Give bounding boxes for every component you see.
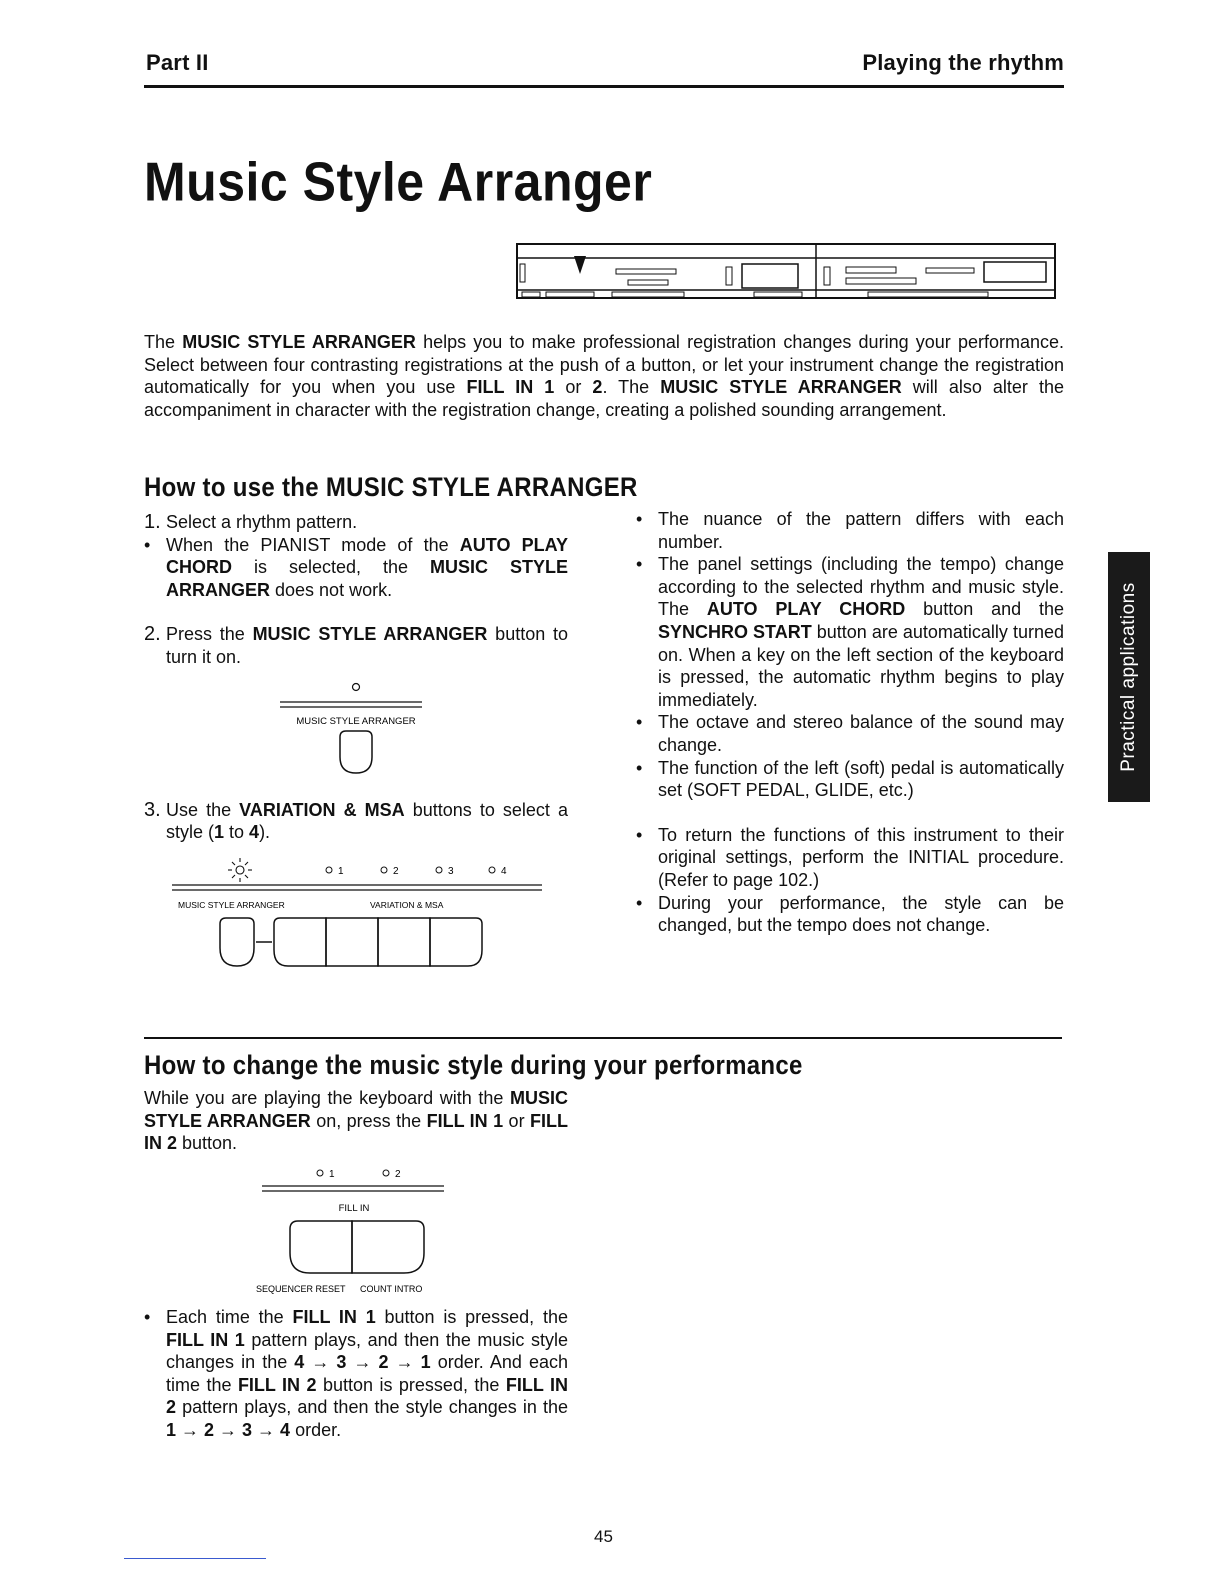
note-6: • During your performance, the style can be changed, but the tempo does not change. [636,892,1064,936]
left-column [144,511,568,972]
step-2: 2. Press the MUSIC STYLE ARRANGER button to turn it on. [144,623,568,667]
msa-button-diagram [144,675,568,785]
variation-button-3[interactable] [378,918,430,966]
step-1-note: • When the PIANIST mode of the AUTO PLAY CHORD is selected, the MUSIC STYLE ARRANGER does not work. [144,534,568,600]
side-tab [1108,552,1150,802]
variation-msa-diagram [144,852,568,972]
note-1: • The nuance of the pattern differs with each number. [636,509,1064,552]
fill-in-label: FILL IN [338,1202,370,1214]
msa-lit-icon [228,858,252,882]
led-label-2: 2 [393,865,399,877]
fill-led-label-2: 2 [395,1168,401,1180]
fill-led-label-1: 1 [329,1168,335,1180]
section-2-bullet: • Each time the FILL IN 1 button is pressed, the FILL IN 1 pattern plays, and then the music style changes in the 4 → 3 → 2 → 1 order. And each time the FILL IN 2 button is pressed, the FILL IN 2 pattern plays, and then the style changes in the 1 → 2 → 3 → 4 order. [144,1307,569,1440]
variation-button-4[interactable] [430,918,482,966]
msa-label: MUSIC STYLE ARRANGER [178,899,285,910]
section-title-change-style: How to change the music style during your performance [144,1051,803,1081]
page-number: 45 [594,1527,613,1546]
msa-button-label: MUSIC STYLE ARRANGER [296,715,416,727]
page-title: Music Style Arranger [144,151,653,213]
variation-button-1[interactable] [274,918,326,966]
msa-button[interactable] [340,731,372,773]
header-section: Playing the rhythm [862,50,1064,75]
section-2-rule [144,1037,1062,1039]
sequencer-reset-label: SEQUENCER RESET [256,1283,346,1294]
led-label-4: 4 [501,865,507,877]
step-1: 1. Select a rhythm pattern. [144,511,358,533]
header-rule [144,85,1064,88]
msa-button[interactable] [220,918,254,966]
led-label-3: 3 [448,865,454,877]
intro-paragraph: The MUSIC STYLE ARRANGER helps you to make professional registration changes during your performance. Select between four contrasting registrations at the push of a button, or let your instrument change the registration automatically for you when you use FILL IN 1 or 2. The MUSIC STYLE ARRANGER will also alter the accompaniment in character with the registration change, creating a polished sounding arrangement. [144,332,1065,420]
header-part: Part II [146,50,209,75]
right-column [636,508,1064,937]
note-2: • The panel settings (including the tempo) change according to the selected rhythm and music style. The AUTO PLAY CHORD button and the SYNCHRO START button are automatically turned on. When a key on the left section of the keyboard is pressed, the automatic rhythm begins to play immediately. [636,554,1064,710]
footer-rule [124,1558,266,1559]
note-4: • The function of the left (soft) pedal is automatically set (SOFT PEDAL, GLIDE, etc.) [636,757,1064,801]
fill-in-diagram [144,1155,568,1295]
step-3: 3. Use the VARIATION & MSA buttons to select a style (1 to 4). [144,798,568,843]
msa-led-indicator [353,683,360,690]
led-label-1: 1 [338,865,344,877]
count-intro-label: COUNT INTRO [360,1283,423,1294]
fill-in-2-button[interactable] [352,1221,424,1273]
note-5: • To return the functions of this instrument to their original settings, perform the INITIAL procedure. (Refer to page 102.) [636,824,1064,890]
variation-button-2[interactable] [326,918,378,966]
section-2-body: While you are playing the keyboard with the MUSIC STYLE ARRANGER on, press the FILL IN 1 or FILL IN 2 button. 1 2 FILL IN SEQUENCER RESET COUNT INTRO [144,1088,568,1294]
variation-msa-label: VARIATION & MSA [370,899,444,910]
side-tab-label: Practical applications [1118,582,1139,772]
fill-in-1-button[interactable] [290,1221,352,1273]
note-3: • The octave and stereo balance of the sound may change. [636,712,1064,755]
section-title-how-to-use: How to use the MUSIC STYLE ARRANGER [144,473,638,503]
control-panel-illustration [516,240,1056,308]
